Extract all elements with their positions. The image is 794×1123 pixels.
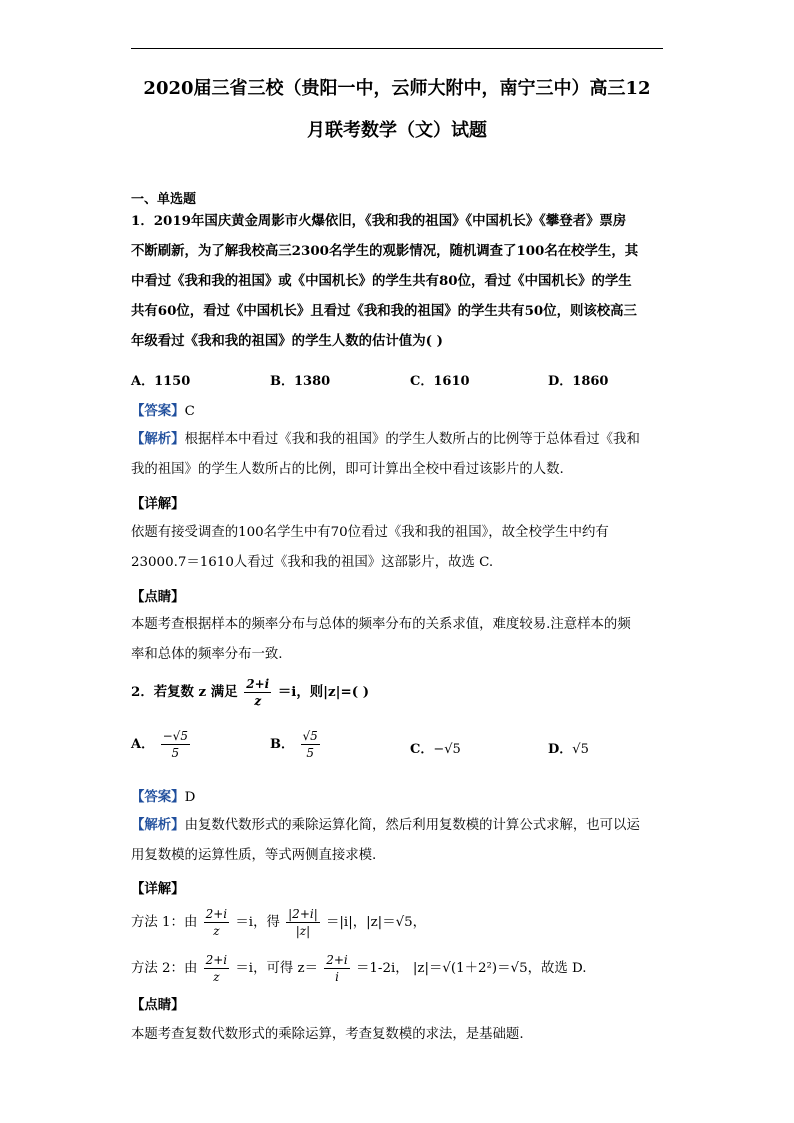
q1-line: 中看过《我和我的祖国》或《中国机长》的学生共有80位，看过《中国机长》的学生: [131, 273, 632, 289]
q1-detail-label: 【详解】: [131, 496, 185, 512]
question-2: [131, 676, 369, 709]
q2-method-2: [131, 952, 587, 985]
q2-option-d-label: D．: [548, 742, 573, 757]
method1-mid: ＝i，得: [235, 915, 280, 930]
q2-b-num: √5: [302, 729, 318, 743]
q1-comment-label: 【点睛】: [131, 589, 185, 605]
comment-line: 本题考查根据样本的频率分布与总体的频率分布的关系求值，难度较易.注意样本的频: [131, 617, 631, 632]
q1-analysis: [131, 424, 671, 485]
comment-line: 率和总体的频率分布一致.: [131, 647, 283, 662]
answer-value: C: [184, 404, 195, 419]
analysis-label: 【解析】: [131, 431, 185, 447]
q1-option-b: B．1380: [270, 374, 331, 389]
q2-option-a-label: A．: [131, 737, 155, 752]
method2-num: 2+i: [205, 953, 228, 967]
detail-line: 依题有接受调查的100名学生中有70位看过《我和我的祖国》，故全校学生中约有: [131, 525, 609, 540]
q1-detail: [131, 518, 671, 578]
q1-comment: [131, 610, 671, 670]
method1-prefix: 方法 1：由: [131, 915, 198, 930]
method1-num2: |2+i|: [288, 907, 318, 921]
page-title-line1: 2020届三省三校（贵阳一中，云师大附中，南宁三中）高三12: [143, 78, 651, 99]
q2-option-d-text: √5: [572, 742, 589, 757]
q2-option-b-label: B．: [270, 737, 294, 752]
q2-method-1: [131, 906, 426, 939]
analysis-line: 我的祖国》的学生人数所占的比例，即可计算出全校中看过该影片的人数.: [131, 462, 564, 477]
q2-a-den: 5: [171, 746, 180, 760]
q1-option-c: C．1610: [410, 374, 470, 389]
method1-num: 2+i: [205, 907, 228, 921]
q2-option-b: [270, 728, 322, 761]
method1-suffix: ＝|i|，|z|＝√5，: [326, 915, 427, 930]
analysis-line: 根据样本中看过《我和我的祖国》的学生人数所占的比例等于总体看过《我和: [184, 432, 640, 447]
q2-prefix: 2．若复数 z 满足: [131, 684, 238, 700]
q2-b-den: 5: [306, 746, 314, 760]
q2-option-c: [410, 738, 461, 757]
q2-option-c-label: C．: [410, 742, 434, 757]
method2-mid: ＝i，可得 z＝: [235, 961, 318, 976]
section-heading: 一、单选题: [131, 192, 197, 207]
q1-line: 不断刷新，为了解我校高三2300名学生的观影情况，随机调查了100名在校学生，其: [131, 243, 639, 259]
comment-line: 本题考查复数代数形式的乘除运算，考查复数模的求法，是基础题.: [131, 1027, 524, 1042]
q2-comment-label: 【点睛】: [131, 997, 185, 1013]
analysis-line: 用复数模的运算性质，等式两侧直接求模.: [131, 848, 377, 863]
page-title-line2: 月联考数学（文）试题: [307, 120, 487, 141]
answer-label: 【答案】: [131, 403, 185, 419]
detail-line: 23000.7＝1610人看过《我和我的祖国》这部影片，故选 C.: [131, 555, 494, 570]
q2-detail-label: 【详解】: [131, 881, 185, 897]
method2-den2: i: [335, 970, 339, 984]
analysis-line: 由复数代数形式的乘除运算化简，然后利用复数模的计算公式求解，也可以运: [184, 818, 640, 833]
method2-den: z: [213, 970, 220, 984]
analysis-label: 【解析】: [131, 817, 185, 833]
q1-option-d: D．1860: [548, 374, 609, 389]
q2-frac-num: 2+i: [246, 677, 270, 691]
q2-comment: [131, 1020, 671, 1050]
q2-frac-den: z: [254, 694, 262, 708]
answer-value: D: [184, 790, 196, 805]
answer-label: 【答案】: [131, 789, 185, 805]
q1-line: 年级看过《我和我的祖国》的学生人数的估计值为( ): [131, 333, 443, 349]
q2-answer: [131, 786, 195, 805]
q2-suffix: ＝i，则|z|=( ): [277, 684, 370, 700]
q1-answer: [131, 400, 195, 419]
method2-prefix: 方法 2：由: [131, 961, 198, 976]
method1-den2: |z|: [295, 924, 311, 938]
q2-option-a: [131, 728, 192, 761]
q2-option-c-text: −√5: [433, 742, 461, 757]
question-1: [131, 206, 671, 356]
method1-den: z: [213, 924, 220, 938]
q1-line: 1．2019年国庆黄金周影市火爆依旧，《我和我的祖国》《中国机长》《攀登者》票房: [131, 213, 627, 229]
method2-num2: 2+i: [326, 953, 348, 967]
q2-analysis: [131, 810, 671, 871]
q2-option-d: [548, 738, 589, 757]
q1-line: 共有60位，看过《中国机长》且看过《我和我的祖国》的学生共有50位，则该校高三: [131, 303, 637, 319]
method2-suffix: ＝1-2i， |z|＝√(1＋2²)＝√5，故选 D.: [356, 961, 587, 976]
q2-a-num: −√5: [162, 729, 188, 743]
header-rule: [131, 48, 663, 49]
q1-option-a: A．1150: [131, 374, 191, 389]
